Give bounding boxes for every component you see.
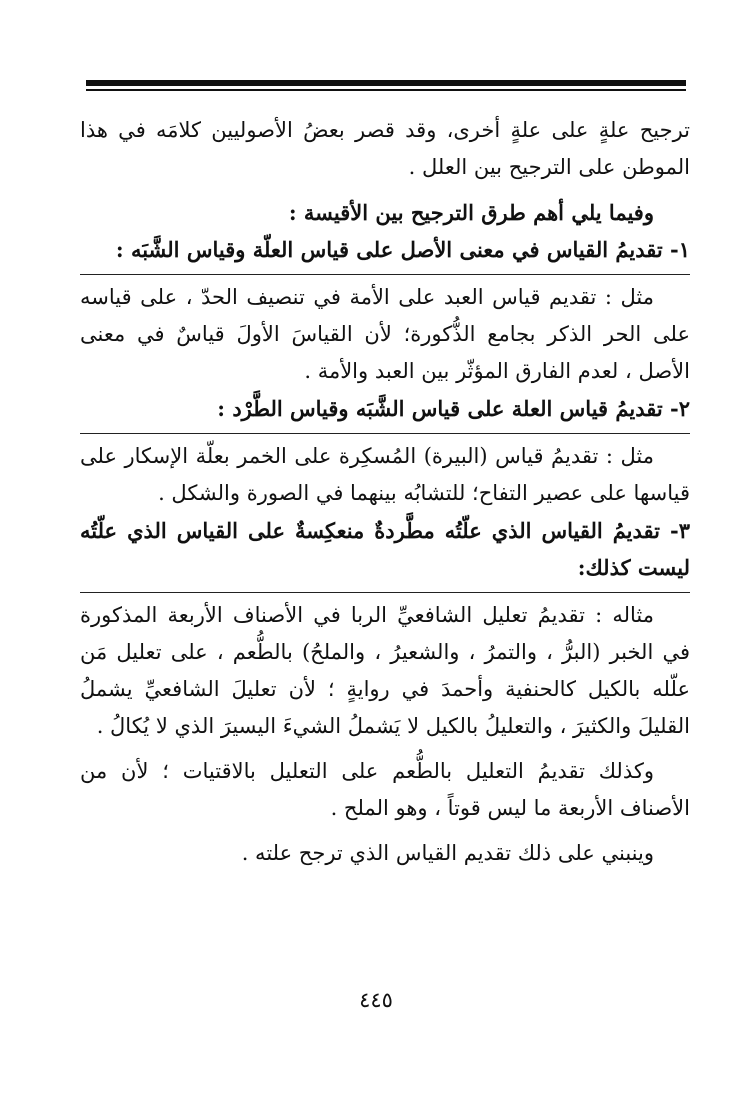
spacer	[80, 745, 690, 753]
paragraph-example-1: مثل : تقديم قياس العبد على الأمة في تنصيف الحدّ ، على قياسه على الحر الذكر بجامع الذُّكورة؛ لأن القياسَ الأولَ قياسٌ في معنى الأصل ، لعدم الفارق المؤثّر بين العبد والأمة .	[80, 285, 690, 383]
example-block-2	[80, 433, 690, 512]
section-heading-2: ٢- تقديمُ قياس العلة على قياس الشَّبَه وقياس الطَّرْد :	[217, 396, 690, 421]
paragraph-iqtiyat: وكذلك تقديمُ التعليل بالطُّعم على التعليل بالاقتيات ؛ لأن من الأصناف الأربعة ما ليس قوتاً ، وهو الملح .	[80, 759, 690, 820]
example-block-3	[80, 592, 690, 745]
header-rule-thin	[86, 89, 686, 91]
section-heading-3: ٣- تقديمُ القياس الذي علّتُه مطَّردةٌ منعكِسةٌ على القياس الذي علّتُه ليست كذلك:	[80, 518, 690, 580]
section-heading-1: ١- تقديمُ القياس في معنى الأصل على قياس العلّة وقياس الشَّبَه :	[115, 237, 690, 262]
paragraph-conclusion: وينبني على ذلك تقديم القياس الذي ترجح علته .	[241, 841, 654, 865]
lead-in-line: وفيما يلي أهم طرق الترجيح بين الأقيسة :	[288, 200, 654, 225]
page-number: ٤٤٥	[359, 988, 393, 1012]
spacer	[80, 186, 690, 194]
example-block-1	[80, 274, 690, 390]
paragraph-example-3: مثاله : تقديمُ تعليل الشافعيِّ الربا في الأصناف الأربعة المذكورة في الخبر (البرُّ ، والتمرُ ، والشعيرُ ، والملحُ) بالطُّعم ، على تعليل مَن علّله بالكيل كالحنفية وأحمدَ في روايةٍ ؛ لأن تعليلَ الشافعيِّ يشملُ القليلَ والكثيرَ ، والتعليلُ بالكيل لا يَشملُ الشيءَ اليسيرَ الذي لا يُكالُ .	[80, 603, 690, 738]
paragraph-example-2: مثل : تقديمُ قياس (البيرة) المُسكِرة على الخمر بعلّة الإسكار على قياسها على عصير التفاح؛ للتشابُه بينهما في الصورة والشكل .	[80, 444, 690, 505]
spacer	[80, 827, 690, 835]
paragraph-intro: ترجيح علةٍ على علةٍ أخرى، وقد قصر بعضُ الأصوليين كلامَه في هذا الموطن على الترجيح بين العلل .	[80, 118, 690, 179]
header-rule-thick	[86, 80, 686, 86]
page-body	[80, 112, 690, 872]
